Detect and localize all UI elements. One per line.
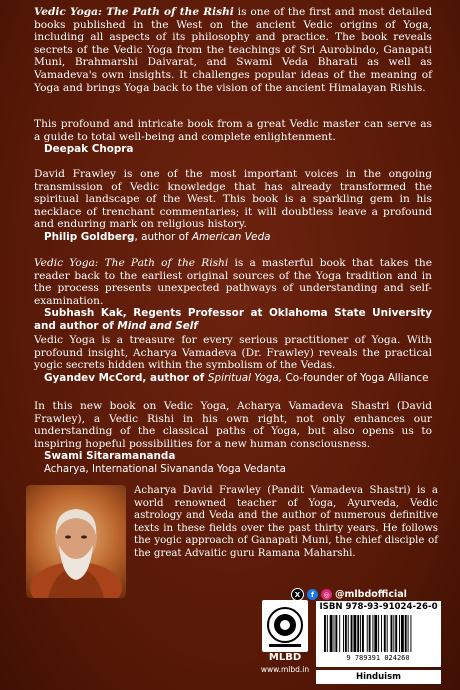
endorsement-4-author: Gyandev McCord, author of <box>44 371 208 384</box>
isbn-block <box>316 601 441 667</box>
barcode-bar <box>345 615 347 652</box>
author-photo <box>26 485 126 598</box>
barcode-bar <box>360 615 361 652</box>
barcode-bar <box>410 615 411 652</box>
endorsement-2 <box>34 168 432 244</box>
endorsement-3 <box>34 257 432 333</box>
barcode-bar <box>391 615 393 652</box>
publisher-website[interactable]: www.mlbd.in <box>260 665 310 674</box>
intro-text: is one of the first and most detailed books published in the West on the ancient Vedic origins of Yoga, including all aspects of its philosophy and practice. The book reveals secrets of the Vedic Yoga from the teachings of Sri Aurobindo, Ganapati Muni, Brahmarshi Daivarat, and Swami Veda Bharati as well as Vamadeva's own insights. It challenges popular ideas of the meaning of Yoga and brings Yoga back to the vision of the ancient Himalayan Rishis. <box>34 6 432 94</box>
endorsement-1 <box>34 118 432 156</box>
barcode-bar <box>401 615 404 652</box>
facebook-icon[interactable]: f <box>307 589 318 600</box>
barcode-bar <box>327 615 328 652</box>
social-handle: @mlbdofficial <box>335 589 407 600</box>
category-label: Hinduism <box>316 670 441 684</box>
endorsement-1-author: Deepak Chopra <box>44 143 134 156</box>
endorsement-4-author-book: Spiritual Yoga, <box>207 371 283 384</box>
intro-paragraph <box>34 6 432 94</box>
social-links <box>291 588 407 601</box>
isbn-number: ISBN 978-93-91024-26-0 <box>319 602 438 612</box>
endorsement-2-author-suffix: , author of <box>134 230 192 243</box>
publisher-logo <box>262 600 308 652</box>
barcode-bar <box>395 615 397 652</box>
endorsement-3-title: Vedic Yoga: The Path of the Rishi <box>34 257 229 269</box>
intro-book-title: Vedic Yoga: The Path of the Rishi <box>34 6 234 18</box>
endorsement-3-text: is a masterful book that takes the reader back to the earliest original sources of the Yoga tradition and in the process presents unexpected pathways of understanding and self-examination. <box>34 257 432 307</box>
barcode-bar <box>405 615 407 652</box>
barcode-bar <box>378 615 379 652</box>
barcode-bar <box>384 615 386 652</box>
barcode-bar <box>374 615 377 652</box>
endorsement-3-author: Subhash Kak, Regents Professor at Oklahoma State University and author of <box>34 307 432 332</box>
barcode-bar <box>353 615 356 652</box>
endorsement-5-author-line2: Acharya, International Sivananda Yoga Vedanta <box>44 463 286 475</box>
barcode-bar <box>351 615 353 652</box>
endorsement-2-attribution <box>44 231 271 243</box>
barcode-bar <box>330 615 333 652</box>
endorsement-4-author-suffix: Co-founder of Yoga Alliance <box>282 371 429 384</box>
endorsement-3-author-book: Mind and Self <box>117 319 198 332</box>
x-icon[interactable]: X <box>291 588 304 601</box>
barcode-digits: 9 789391 024260 <box>346 654 410 661</box>
barcode-bar <box>339 615 340 652</box>
barcode-bar <box>408 615 409 652</box>
instagram-icon[interactable]: ◎ <box>321 589 332 600</box>
publisher-name: MLBD <box>268 652 302 663</box>
barcode-bar <box>372 615 373 652</box>
endorsement-4-text: Vedic Yoga is a treasure for every serious practitioner of Yoga. With profound insight, Acharya Vamadeva (Dr. Frawley) reveals the practical yogic secrets hidden within the symbolism of the Vedas. <box>34 334 432 372</box>
endorsement-5-author: Swami Sitaramananda <box>44 450 176 463</box>
barcode-bar <box>387 615 388 652</box>
barcode-bar <box>367 615 368 652</box>
barcode-bar <box>381 615 382 652</box>
author-bio: Acharya David Frawley (Pandit Vamadeva Shastri) is a world renowned teacher of Yoga, Ayurveda, Vedic astrology and Veda and the author of numerous definitive texts in these fields over the past thirty years. He follows the yogic approach of Ganapati Muni, the chief disciple of the great Advaitic guru Ramana Maharshi. <box>134 485 438 559</box>
barcode <box>322 615 435 661</box>
endorsement-1-text: This profound and intricate book from a great Vedic master can serve as a guide to total well-being and complete enlightenment. <box>34 118 432 143</box>
endorsement-5 <box>34 400 432 477</box>
endorsement-4 <box>34 334 432 384</box>
endorsement-4-attribution <box>44 372 429 384</box>
barcode-bar <box>334 615 335 652</box>
endorsement-2-author: Philip Goldberg <box>44 230 135 243</box>
barcode-bar <box>399 615 400 652</box>
barcode-bar <box>362 615 364 652</box>
barcode-bar <box>348 615 349 652</box>
barcode-bar <box>335 615 337 652</box>
barcode-bar <box>393 615 394 652</box>
barcode-bar <box>324 615 326 652</box>
barcode-bar <box>369 615 371 652</box>
endorsement-5-text: In this new book on Vedic Yoga, Acharya Vamadeva Shastri (David Frawley), a Vedic Rishi in his own right, not only enhances our understanding of the classical paths of Yoga, but also opens us to inspiring hopeful possibilities for a new human consciousness. <box>34 400 432 450</box>
endorsement-3-attribution <box>34 307 432 332</box>
barcode-bar <box>357 615 359 652</box>
barcode-bar <box>343 615 344 652</box>
endorsement-2-author-book: American Veda <box>191 230 271 243</box>
endorsement-2-text: David Frawley is one of the most important voices in the ongoing transmission of Vedic knowledge that has already transformed the spiritual landscape of the West. This book is a sparkling gem in his necklace of trenchant commentaries; it will doubtless leave a profound and enduring mark on religious history. <box>34 168 432 231</box>
